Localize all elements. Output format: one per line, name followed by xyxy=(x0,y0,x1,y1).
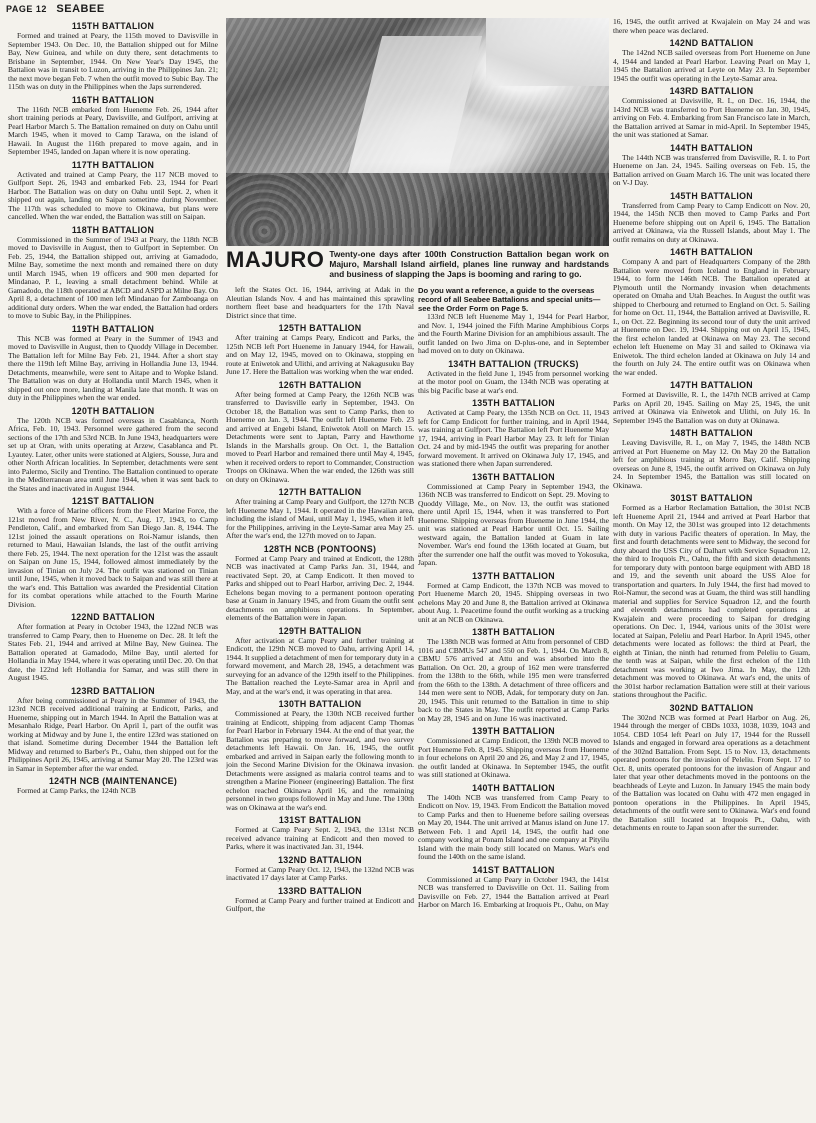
battalion-heading: 122ND BATTALION xyxy=(71,612,155,622)
battalion-heading: 143RD BATTALION xyxy=(669,86,754,96)
battalion-text: After training at Camps Peary, Endicott and Parks, the 125th NCB left Port Hueneme in January 1944, for Hawaii, and on May 12, 1945, moved on to Okinawa, stopping en route at Eniwetok and Ulithi, and arriving at Nakagusuku Bay June 17. Here the Battalion was working when the war ended. xyxy=(226,333,414,376)
battalion-text: After being formed at Camp Peary, the 126th NCB was transferred to Davisville early in September, 1943. On October 18, the Battalion was sent to Camp Parks, then to Hueneme on Jan. 3, 1944. The outfit left Hueneme Feb. 23 and arrived at Engebi Island, Eniwetok Atoll on March 15. Detachments were sent to Japtan, Parry and Hawthorne Islands in the Marshalls group. On Oct. 1, the Battalion moved to Pearl Harbor and remained there until May 4, 1945, when it received orders to report to Commander, Construction Troops on Okinawa. When the war ended, the 126th was still on duty on Okinawa. xyxy=(226,389,414,484)
battalion-text: Commissioned in the Summer of 1943 at Peary, the 118th NCB moved to Davisville in August, then to Gulfport in September. On Feb. 25, 1944, the Battalion shipped out, arriving at Gamadodo, Milne Bay, sometime the next month and remained there on duty until March 1945, when 19 officers and 900 men departed for Mindanao, P. I., leaving a small detachment behind. While at Gamadodo, the 118th operated at ABCD and ASPD at Milne Bay. On April 8, a detachment of 100 men left Mindanao for Zamboanga on additional duty orders. When the war ended, the Battalion had orders to move to Subic Bay, in the Philippines. xyxy=(8,234,218,320)
battalion-heading: 139TH BATTALION xyxy=(472,726,555,736)
battalion-heading: 132ND BATTALION xyxy=(278,854,362,865)
battalion-heading: 127TH BATTALION xyxy=(278,487,362,497)
battalion-heading: 119TH BATTALION xyxy=(71,323,155,334)
caption-title: MAJURO xyxy=(226,247,325,272)
battalion-heading: 131ST BATTALION xyxy=(278,815,362,825)
battalion-heading: 144TH BATTALION xyxy=(670,142,753,153)
battalion-heading: 145TH BATTALION xyxy=(670,190,753,201)
battalion-text: Formed at Camp Endicott, the 137th NCB was moved to Port Hueneme March 20, 1945. Shipping overseas in two echelons May 20 and June 8, the Battalion arrived at Okinawa about Aug. 1. Peacetime found the outfit working as a trucking unit at an NCB on Okinawa. xyxy=(418,580,609,624)
battalion-heading: 136TH BATTALION xyxy=(472,471,555,482)
battalion-heading: 142ND BATTALION xyxy=(669,38,754,48)
battalion-text: Commissioned at Camp Peary in September 1943, the 136th NCB was transferred to Endicott on Sept. 29. Moving to Quoddy Village, Me., on Nov. 13, the outfit was stationed there until April 15, 1944, when it was transferred to Port Hueneme. Shipping overseas from Hueneme in June 1944, the unit was stationed at Pearl Harbor until Oct. 15. Sailing westward again, the Battalion landed at Guam in late November. War's end found the 136th located at Guam, but after the surrender one half the outfit was moved to Yokosuka, Japan. xyxy=(418,481,609,567)
battalion-heading: 140TH BATTALION xyxy=(472,782,555,793)
battalion-heading: 133RD BATTALION xyxy=(278,885,362,896)
battalion-text: Activated in the field June 1, 1945 from personnel working at the motor pool on Guam, the 134th NCB was operating at this big Pacific base at war's end. xyxy=(418,368,609,395)
battalion-text: Formed at Camp Peary Sept. 2, 1943, the 131st NCB received advance training at Endicott and then moved to Parks, where it was inactivated Jan. 31, 1944. xyxy=(226,825,414,851)
column-1 xyxy=(8,18,218,1120)
battalion-heading: 146TH BATTALION xyxy=(670,247,753,257)
battalion-heading: 302ND BATTALION xyxy=(669,702,754,713)
photo-caption xyxy=(226,249,609,285)
battalion-heading: 135TH BATTALION xyxy=(472,398,555,408)
battalion-text: Formed at Camp Peary and trained at Endicott, the 128th NCB was inactivated at Camp Parks Jan. 31, 1944, and reactivated Sept. 20, at Camp Endicott. It then moved to Parks and shipped out to Pearl Harbor, arriving Dec. 2, 1944. Echelons began moving to a permanent pontoon operating base at Guam in January 1945, and from Guam the outfit sent detachments on amphibious operations. In September, elements of the Battalion were in Japan. xyxy=(226,553,414,622)
battalion-text: left the States Oct. 16, 1944, arriving at Adak in the Aleutian Islands Nov. 4 and has maintained this sprawling northern fleet base and headquarters for the 17th Naval District since that time. xyxy=(226,286,414,320)
battalion-heading: 125TH BATTALION xyxy=(278,323,362,333)
battalion-heading: 137TH BATTALION xyxy=(472,570,555,581)
battalion-text: The 116th NCB embarked from Hueneme Feb. 26, 1944 after short training periods at Peary, Davisville, and Gulfport, arriving at Pearl Harbor March 5. The Battalion remained on duty on Oahu until March 1945, when it moved to Camp Tarawa, on the island of Hawaii. In August the 116th prepared to move again, and in September 1945, landed on Japan where it is now operating. xyxy=(8,104,218,156)
battalion-heading: 301ST BATTALION xyxy=(670,493,753,503)
battalion-text: Commissioned at Peary, the 130th NCB received further training at Endicott, shipping from adjacent Camp Thomas for Pearl Harbor in February 1944. At the end of that year, the Battalion was preparing to move forward, and two survey detachments left Hawaii. On Jan. 16, 1945, the outfit embarked and arrived in Saipan early the following month to join the Second Marine Division for the Okinawa invasion. Detachments were assigned as malaria control teams and to strengthen a Marine Pioneer (engineering) Battalion. The first echelon reached Okinawa April 16, and the remaining personnel in two groups followed in May and June. The 130th was on Okinawa at the war's end. xyxy=(226,709,414,812)
order-form-note: Do you want a reference, a guide to the overseas record of all Seabee Battalions and special units—see the Order Form on Page 5. xyxy=(418,286,601,313)
battalion-heading: 120TH BATTALION xyxy=(71,405,155,416)
battalion-text: Activated at Camp Peary, the 135th NCB on Oct. 11, 1943 left for Camp Endicott for further training, and in April 1944, was training at Gulfport. The Battalion left Port Hueneme May 17, 1944, arriving in Pearl Harbor May 23. It left for Tinian Oct. 24 and by mid-1945 the outfit was preparing for another forward movement. It arrived on Okinawa July 17, 1945, and was stationed there when Japan surrendered. xyxy=(418,408,609,468)
battalion-text: Formed and trained at Peary, the 115th moved to Davisville in September 1943. On Dec. 10, the Battalion shipped out for Milne Bay, New Guinea, and while on duty there, sent detachments to Brisbane in September, 1944. On New Year's Day 1945, the Battalion was in transit to Luzon, arriving in the Philippines Jan. 21; the next move began Feb. 7 when the outfit moved to Subic Bay. The 115th was on duty in the Philippines when the Japs surrendered. xyxy=(8,31,218,91)
battalion-text: Commissioned at Camp Peary in October 1943, the 141st NCB was transferred to Davisville on Oct. 11. Sailing from Davisville on Feb. 27, 1944 the Battalion arrived at Pearl Harbor on March 16. Embarking at Iroquois Pt., Oahu, on May xyxy=(418,874,609,909)
battalion-heading: 128TH NCB (PONTOONS) xyxy=(263,543,377,554)
battalion-text: Commissioned at Camp Endicott, the 139th NCB moved to Port Hueneme Feb. 8, 1945. Shipping overseas from Hueneme in four echelons on April 20 and 26, and May 2 and 17, 1945, the outfit landed at Okinawa. In September 1945, the outfit was still stationed at Okinawa. xyxy=(418,736,609,779)
battalion-heading: 129TH BATTALION xyxy=(278,625,362,636)
battalion-heading: 141ST BATTALION xyxy=(472,864,555,875)
battalion-text: Formed at Camp Peary Oct. 12, 1943, the 132nd NCB was inactivated 17 days later at Camp Parks. xyxy=(226,864,414,882)
battalion-heading: 130TH BATTALION xyxy=(278,699,362,709)
battalion-text: Formed at Davisville, R. I., the 147th NCB arrived at Camp Parks on April 20, 1945. Sailing on May 25, 1945, the unit arrived at Okinawa via Eniwetok and Ulithi, on July 16. In September 1945 the Battalion was on duty at Okinawa. xyxy=(613,390,810,425)
battalion-text: Formed at Camp Peary and further trained at Endicott and Gulfport, the xyxy=(226,895,414,913)
photo-treeline xyxy=(226,173,609,246)
battalion-text: This NCB was formed at Peary in the Summer of 1943 and moved to Davisville in August, then to Quoddy Village in December. The Battalion left for Milne Bay Feb. 21, 1944. After a short stay there the 119th left Milne Bay, arriving in Hollandia June 13, 1944. Detachments, meanwhile, were sent to Aitape and to Wopke Island. The Battalion was on duty at Hollandia until March 1945, when it shipped out once more, landing at Manila late that month. It was on duty in the Philippines when the war ended. xyxy=(8,333,218,402)
battalion-heading: 126TH BATTALION xyxy=(278,379,362,390)
battalion-heading: 115TH BATTALION xyxy=(71,21,155,31)
battalion-heading: 117TH BATTALION xyxy=(71,159,155,170)
battalion-heading: 138TH BATTALION xyxy=(472,627,555,637)
battalion-text: Commissioned at Davisville, R. I., on Dec. 16, 1944, the 143rd NCB was transferred to Port Hueneme on Jan. 30, 1945, arriving on Feb. 4. Embarking from San Francisco late in March, the Battalion arrived at Samar in mid-April. In September 1945, the unit was stationed at Samar. xyxy=(613,96,810,139)
battalion-text: The 142nd NCB sailed overseas from Port Hueneme on June 4, 1944 and landed at Pearl Harbor. Leaving Pearl on May 1, 1945 the Battalion arrived at Leyte on May 23. In September 1945 the outfit was operating in the Leyte-Samar area. xyxy=(613,48,810,83)
battalion-text: Formed as a Harbor Reclamation Battalion, the 301st NCB left Hueneme April 21, 1944 and arrived at Pearl Harbor that month. On May 12, the 301st was grouped into 12 detachments with duty in various Pacific theaters of operation. In May, the first and fourth detachments were sent to Midway, the second for duty aboard the USS City of Dalhart with Service Squadron 12, the third to Iroquois Pt., Oahu, the fifth and sixth detachments for temporary duty with pontoon barge equipment with ABD 18 and 19, and the seventh unit aboard the USS Aloe for transportation and quarters. In July 1944, the first had moved to Roi-Namur, the second was at Guam, the third was still handling material and supplies for Service Squadron 12, and the fourth and eleventh detachments had completed operations at Kwajalein and were proceeding to Saipan for dredging operations. On Dec. 1, 1944, various units of the 301st were located at Saipan, Peleliu and Pearl Harbor. In April 1945, other detachments were located as follows: the third at Pearl, the eighth at Tinian, the ninth had returned from Peleliu to Guam, the tenth was at Saipan, while the first echelon of the 11th detachment was working at Iwo Jima. In May, the 12th detachment was moved to Okinawa. At war's end, the units of the 301st harbor reclamation Battalion were still at their various stations throughout the Pacific. xyxy=(613,503,810,699)
battalion-text: After being commissioned at Peary in the Summer of 1943, the 123rd NCB received additional training at Endicott, Parks, and Hueneme, shipping out in March 1944. In April the Battalion was at Mesanhalo Ridge, Pearl Harbor. On April 1, part of the outfit was working at Midway and by June 1, the entire 123rd was stationed on that island. Sometime during December 1944 the Battalion left Midway and returned to Barber's Pt., Oahu, then shipped out for the Philippines April 26, 1945, arriving at Samar May 20. The 123rd was in Samar in September after the war ended. xyxy=(8,695,218,773)
page-number: PAGE 12 xyxy=(6,4,47,14)
caption-text: Twenty-one days after 100th Construction Battalion began work on Majuro, Marshall Island airfield, planes line runway and hardstands and business of slapping the Japs is booming and raring to go. xyxy=(329,249,609,279)
battalion-text: Company A and part of Headquarters Company of the 28th Battalion were moved from Iceland to England in February 1944, to form the 146th NCB. The Battalion operated at Plymouth until the Normandy invasion when detachments operated on Omaha and Utah Beaches. In August the outfit was shipped to Cherbourg and returned to England on Oct. 5. Sailing for home on Oct. 11, 1944, the Battalion arrived at Davisville, R. I., on Oct. 22. Beginning its second tour of duty the unit arrived at Hueneme on Dec. 19, 1944. Shipping out on April 15, 1945, the first echelon landed at Okinawa on May 23. The second echelon left Hueneme on May 31 and sailed to Okinawa via Eniwetok. The third echelon landed at Okinawa on July 14 and the fourth on July 24. The entire outfit was on Okinawa when the war ended. xyxy=(613,257,810,377)
battalion-text: After activation at Camp Peary and further training at Endicott, the 129th NCB moved to Oahu, arriving April 14, 1944. It supplied a detachment of men for temporary duty in a forward movement, and March 28, 1945, a detachment was surveying for an advance of the 129th itself to the Philippines. The Battalion reached the Leyte-Samar area in April and May, and at the war's end, it was operating in that area. xyxy=(226,635,414,696)
battalion-text: Transferred from Camp Peary to Camp Endicott on Nov. 20, 1944, the 145th NCB then moved to Camp Parks and Port Hueneme before shipping out on April 6, 1945. The Battalion arrived at Okinawa, via the Russell Islands, about May 1. The outfit remains on duty at Okinawa. xyxy=(613,200,810,244)
majuro-airfield-photo xyxy=(226,18,609,246)
battalion-text: The 140th NCB was transferred from Camp Peary to Endicott on Nov. 19, 1943. From Endicott the Battalion moved to Camp Parks and then to Hueneme before sailing overseas on May 20, 1944. The unit arrived at Manus island on June 17. Between Feb. 1 and April 14, 1945, the outfit had one company working at Ponam Island and one company at Pityilu Island with the main body still located on Manus. War's end found the 140th on the same island. xyxy=(418,792,609,861)
battalion-text: The 144th NCB was transferred from Davisville, R. I. to Port Hueneme on Jan. 24, 1945. Sailing overseas on Feb. 15, the Battalion arrived on Guam March 16. The unit was located there on V-J Day. xyxy=(613,152,810,187)
battalion-text: After training at Camp Peary and Gulfport, the 127th NCB left Hueneme May 1, 1944. It operated in the Hawaiian area, including the island of Maui, until May 1, 1945, when it left for the Philippines, arriving in the Leyte-Samar area May 25. After the war's end, the 127th moved on to Japan. xyxy=(226,497,414,540)
battalion-heading: 118TH BATTALION xyxy=(71,224,155,235)
battalion-heading: 134TH BATTALION (TRUCKS) xyxy=(448,358,579,369)
battalion-text: Formed at Camp Parks, the 124th NCB xyxy=(17,786,136,795)
battalion-text: After formation at Peary in October 1943, the 122nd NCB was transferred to Camp Peary, then to Hueneme on Dec. 28. It left the States Feb. 21, 1944 and arrived at Milne Bay, New Guinea. The Battalion operated at Gamadodo, Milne Bay, until alerted for Hollandia in May 1944, where it was operating until Dec. 20. On that date, the 122nd left Hollandia for Samar, and was still there in August 1945. xyxy=(8,622,218,682)
battalion-text: 133rd NCB left Hueneme May 1, 1944 for Pearl Harbor, and Nov. 1, 1944 joined the Fifth Marine Amphibious Corps and the Fourth Marine Division for an amphibious assault. The outfit landed on Iwo Jima on D-plus-one, and in September had moved on to duty on Okinawa. xyxy=(418,312,609,355)
column-4 xyxy=(613,18,810,1120)
column-3 xyxy=(418,286,609,1120)
page-header xyxy=(6,3,306,17)
publication-title: SEABEE xyxy=(56,3,105,15)
photo-sky xyxy=(486,18,609,86)
column-2 xyxy=(226,286,414,1120)
battalion-heading: 116TH BATTALION xyxy=(71,94,155,105)
battalion-heading: 121ST BATTALION xyxy=(71,496,155,506)
battalion-text: Activated and trained at Camp Peary, the 117 NCB moved to Gulfport Sept. 26, 1943 and embarked Feb. 23, 1944 for Pearl Harbor. The Battalion was on duty on Oahu until Sept. 2, when it shipped out again, landing on Saipan sometime during November. The 117th was scheduled to move to Okinawa, but plans were cancelled. When the war ended, the Battalion was still on Saipan. xyxy=(8,169,218,221)
battalion-text: With a force of Marine officers from the Fleet Marine Force, the 121st moved from New River, N. C., Aug. 17, 1943, to Camp Pendleton, Calif., and embarked from San Diego Jan. 8, 1944. The 121st joined the assault operations on Roi-Namur islands, then returned to Maui, Hawaiian Islands, the last of the outfit arriving there Feb. 25, 1944. The next operation for the 121st was the assault on Saipan on June 15, 1944, followed almost immediately by the invasion of Tinian on July 24. The outfit was stationed on Tinian until June, 1945, when it moved back to Saipan and was still there at the war's end. This Battalion was awarded the Presidential Citation for its combat operations while attached to the Fourth Marine Division. xyxy=(8,506,218,609)
battalion-heading: 123RD BATTALION xyxy=(71,685,155,696)
battalion-heading: 147TH BATTALION xyxy=(670,380,753,390)
battalion-text: The 138th NCB was formed at Attu from personnel of CBD 1016 and CBMUs 547 and 550 on Feb. 1, 1944. On March 8, CBMU 576 arrived at Attu and was absorbed into the Battalion. On Oct. 20, a group of 162 men were transferred from the 138th to the 66th, while 195 men were transferred from the 66th to the 138th. A detachment of three officers and 144 men were sent to NOB, Adak, for temporary duty on Jan. 20, 1945. This unit returned to the Battalion in time to ship back to the States in May. The outfit reported at Camp Parks on May 28, 1945 and on June 16 was inactivated. xyxy=(418,637,609,723)
battalion-text: The 302nd NCB was formed at Pearl Harbor on Aug. 26, 1944 through the merger of CBDs 1033, 1038, 1039, 1043 and 1054. CBD 1054 left Pearl on July 17, 1944 for the Russell Islands and engaged in forward area operations as a detachment of the 302nd Battalion. From Sept. 15 to Nov. 13, detachments operated pontoons for the invasion of Peleliu. From Sept. 17 to Oct. 8, units operated pontoons for the invasion of Angaur and later that year other detachments moved in the pontoons on the beachheads of Leyte and Luzon. In January 1945 the main body of the Battalion was located on Oahu with 472 men engaged in pontoon operations in the Philippines. In April 1945, detachments of the outfit were sent to Okinawa. War's end found the Battalion still located at Iroquois Pt., Oahu, with detachments en route to Japan soon after the surrender. xyxy=(613,712,810,832)
battalion-text: 16, 1945, the outfit arrived at Kwajalein on May 24 and was there when peace was declared. xyxy=(613,18,810,35)
battalion-text: Leaving Davisville, R. I., on May 7, 1945, the 148th NCB arrived at Port Hueneme on May 12. On May 20 the Battalion left for amphibious training at Morro Bay, Calif. Shipping overseas on June 8, 1945, the outfit arrived on Okinawa on July 24. In September 1945, the Battalion was still located on Okinawa. xyxy=(613,438,810,490)
battalion-text: The 120th NCB was formed overseas in Casablanca, North Africa, Feb. 10, 1943. Personnel were gathered from the second sections of the 17th and 53rd NCB. In June 1943, headquarters were set up at Oran, with units operating at Arzew, Casablanca and Pt. Lyautey. Later, other units were stationed at Algiers, Sousse, Jura and other North African localities. In September, detachments were sent into Palermo, Sicily and Trentino. The Battalion continued to operate in the Mediterranean area until June 1944, when it was sent back to the States and inactivated in August 1944. xyxy=(8,415,218,493)
battalion-heading: 148TH BATTALION xyxy=(670,428,753,438)
battalion-heading: 124TH NCB (MAINTENANCE) xyxy=(48,776,178,786)
